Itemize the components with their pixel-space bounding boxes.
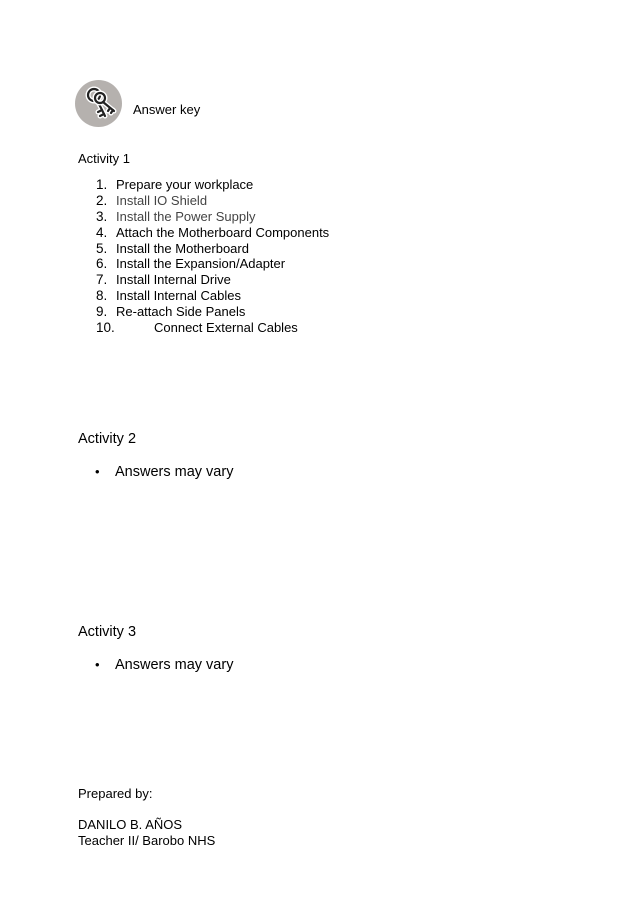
list-item-number: 7. <box>96 272 108 288</box>
list-item-number: 5. <box>96 240 108 256</box>
list-item-text: Attach the Motherboard Components <box>116 224 330 240</box>
list-item-text: Re-attach Side Panels <box>116 304 246 320</box>
list-item-text: Install IO Shield <box>116 192 208 208</box>
activity-2-heading: Activity 2 <box>78 431 137 447</box>
activity-2-answer-text: Answers may vary <box>115 464 234 480</box>
list-item-text: Prepare your workplace <box>116 177 254 192</box>
list-item <box>96 193 416 209</box>
list-item <box>96 320 416 336</box>
list-item <box>96 272 416 288</box>
list-item-number: 6. <box>96 256 108 272</box>
activity-3-heading: Activity 3 <box>78 624 137 640</box>
activity-3-answer-text: Answers may vary <box>115 657 234 673</box>
list-item-text: Install the Expansion/Adapter <box>116 256 286 272</box>
keys-icon <box>75 80 122 127</box>
author-position: Teacher II/ Barobo NHS <box>78 833 216 848</box>
list-item <box>96 241 416 257</box>
list-item <box>96 225 416 241</box>
activity-1-heading: Activity 1 <box>78 151 131 166</box>
activity-3-answer <box>95 656 233 674</box>
list-item-number: 10. <box>96 320 115 336</box>
bullet-icon: • <box>95 464 100 479</box>
list-item-number: 1. <box>96 177 108 192</box>
list-item-text: Install Internal Cables <box>116 288 242 304</box>
list-item <box>96 256 416 272</box>
list-item <box>96 304 416 320</box>
bullet-icon: • <box>95 657 100 672</box>
author-name: DANILO B. AÑOS <box>78 817 183 832</box>
activity-2-answer <box>95 463 233 481</box>
list-item-number: 9. <box>96 304 108 320</box>
list-item-text: Install the Power Supply <box>116 208 256 224</box>
page-title: Answer key <box>133 102 201 117</box>
list-item-number: 8. <box>96 288 108 304</box>
list-item-text: Install Internal Drive <box>116 272 231 288</box>
list-item-number: 3. <box>96 208 108 224</box>
list-item-text: Install the Motherboard <box>116 240 249 256</box>
activity-1-steps-list <box>96 177 416 336</box>
list-item <box>96 288 416 304</box>
list-item-number: 4. <box>96 224 108 240</box>
list-item-text: Connect External Cables <box>154 320 298 336</box>
list-item <box>96 177 416 193</box>
list-item <box>96 209 416 225</box>
prepared-by-label: Prepared by: <box>78 786 153 801</box>
list-item-number: 2. <box>96 192 108 208</box>
